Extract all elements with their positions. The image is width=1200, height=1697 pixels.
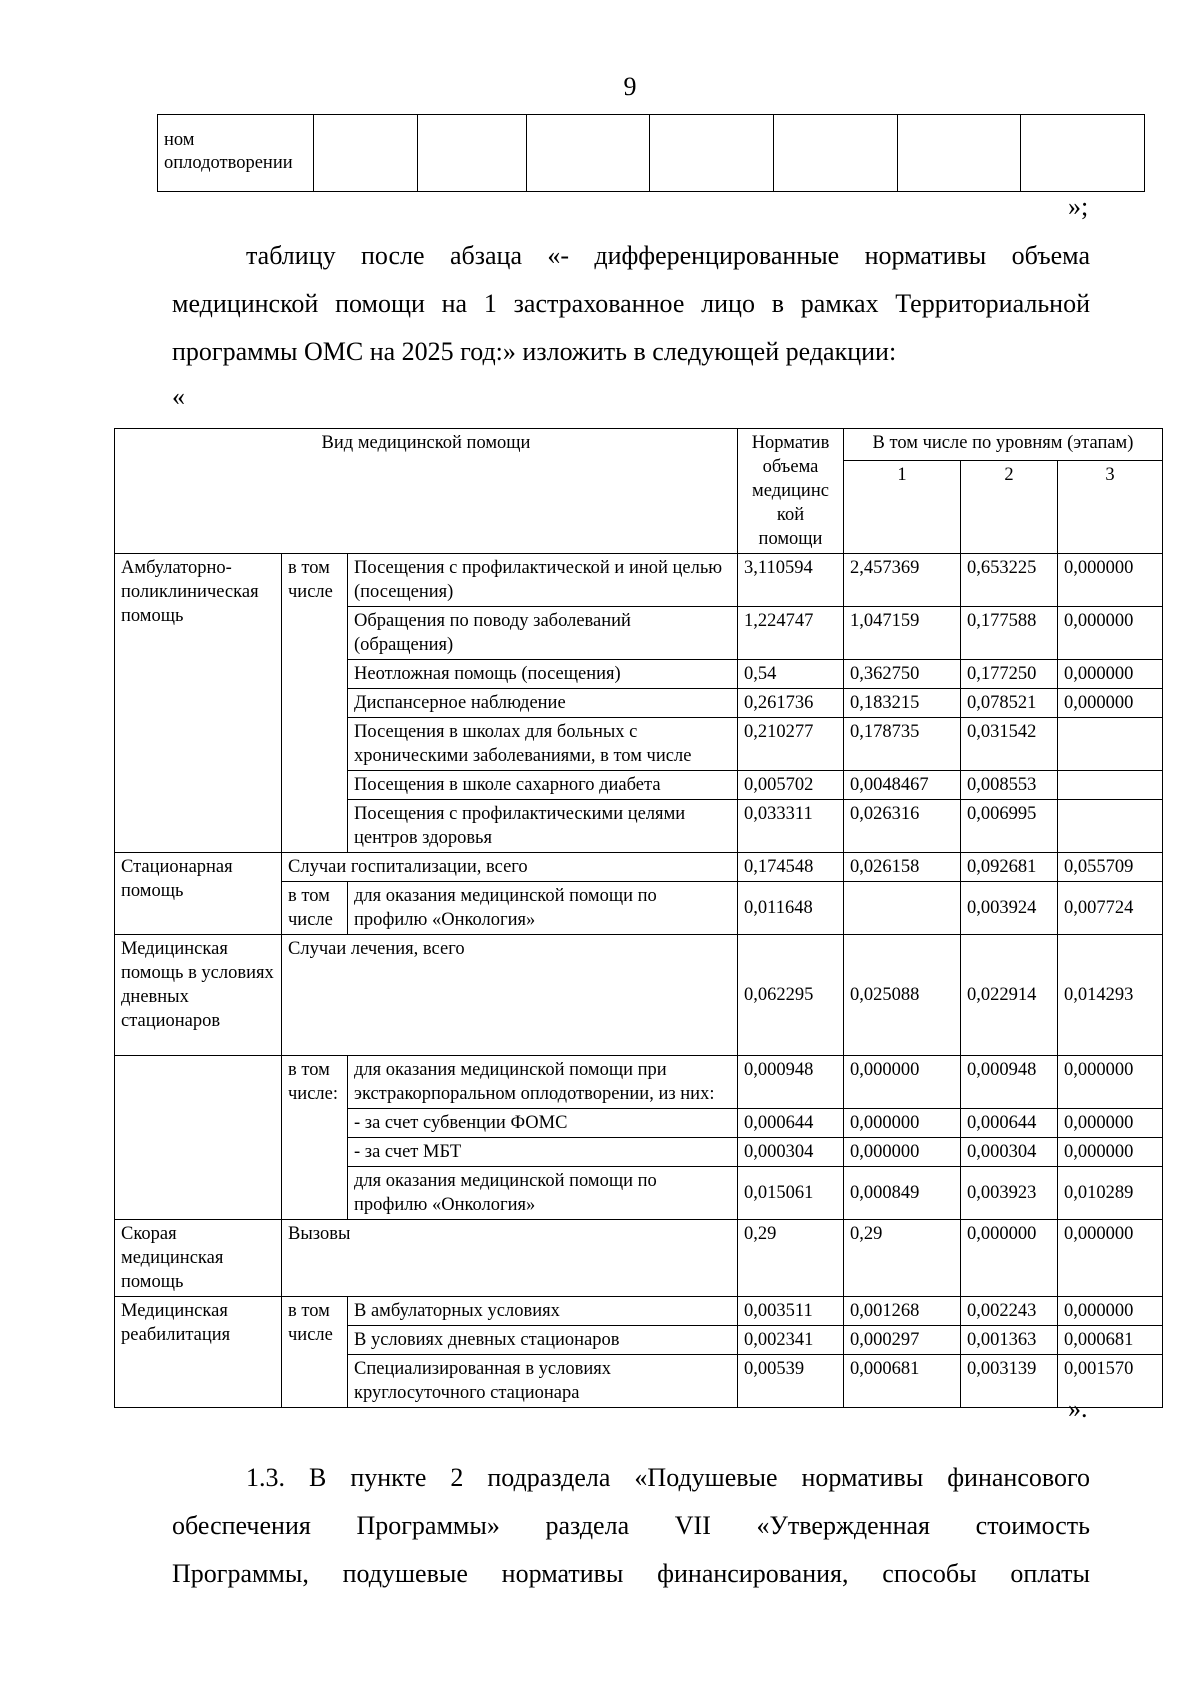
row-norm: 0,002341	[738, 1326, 844, 1355]
row-norm: 0,003511	[738, 1297, 844, 1326]
section-label: Медицинская помощь в условиях дневных стационаров	[115, 935, 282, 1056]
row-name: Случаи лечения, всего	[282, 935, 738, 1056]
row-level-3	[1058, 718, 1163, 771]
row-name: В условиях дневных стационаров	[348, 1326, 738, 1355]
row-name: Посещения с профилактической и иной целью (посещения)	[348, 554, 738, 607]
row-level-2: 0,031542	[961, 718, 1058, 771]
table-cell-empty	[314, 115, 417, 192]
row-level-2: 0,078521	[961, 689, 1058, 718]
table-row	[115, 853, 1163, 882]
row-level-1: 0,000849	[844, 1167, 961, 1220]
header-levels: В том числе по уровням (этапам)	[844, 429, 1163, 461]
row-norm: 0,210277	[738, 718, 844, 771]
row-name: Диспансерное наблюдение	[348, 689, 738, 718]
row-level-1: 1,047159	[844, 607, 961, 660]
row-norm: 0,174548	[738, 853, 844, 882]
row-name: для оказания медицинской помощи по профилю «Онкология»	[348, 882, 738, 935]
row-name: Обращения по поводу заболеваний (обращения)	[348, 607, 738, 660]
row-level-2: 0,008553	[961, 771, 1058, 800]
section-label: Амбулаторно-поликлиническая помощь	[115, 554, 282, 853]
row-level-2: 0,653225	[961, 554, 1058, 607]
row-name: Специализированная в условиях круглосуточного стационара	[348, 1355, 738, 1408]
row-level-2: 0,000000	[961, 1220, 1058, 1297]
row-level-2: 0,092681	[961, 853, 1058, 882]
including-label: в том числе:	[282, 1056, 348, 1220]
closing-quote: »;	[1068, 192, 1089, 221]
paragraph-line: медицинской помощи на 1 застрахованное лицо в рамках Территориальной	[172, 289, 1090, 318]
section-label: Стационарная помощь	[115, 853, 282, 935]
opening-quote: «	[172, 382, 185, 411]
paragraph-section-1-3	[172, 1454, 1090, 1598]
row-name: для оказания медицинской помощи при экстракорпоральном оплодотворении, из них:	[348, 1056, 738, 1109]
paragraph-line: 1.3. В пункте 2 подраздела «Подушевые нормативы финансового	[246, 1463, 1090, 1492]
row-level-1: 0,000681	[844, 1355, 961, 1408]
row-level-1	[844, 882, 961, 935]
table-cell-empty	[417, 115, 526, 192]
row-level-1: 0,026158	[844, 853, 961, 882]
row-level-1: 2,457369	[844, 554, 961, 607]
header-level-3: 3	[1058, 461, 1163, 554]
row-level-1: 0,000000	[844, 1056, 961, 1109]
row-level-3: 0,000000	[1058, 1297, 1163, 1326]
table-row	[115, 1056, 1163, 1109]
row-level-1: 0,183215	[844, 689, 961, 718]
table-header-row	[115, 429, 1163, 461]
row-norm: 0,000644	[738, 1109, 844, 1138]
row-level-3: 0,000000	[1058, 1109, 1163, 1138]
table-row	[115, 1297, 1163, 1326]
header-level-2: 2	[961, 461, 1058, 554]
row-name: Посещения в школе сахарного диабета	[348, 771, 738, 800]
row-level-3: 0,000000	[1058, 607, 1163, 660]
row-name: - за счет субвенции ФОМС	[348, 1109, 738, 1138]
row-level-2: 0,022914	[961, 935, 1058, 1056]
header-type: Вид медицинской помощи	[115, 429, 738, 554]
row-name: Посещения в школах для больных с хроническими заболеваниями, в том числе	[348, 718, 738, 771]
row-level-3	[1058, 771, 1163, 800]
paragraph-line: обеспечения Программы» раздела VII «Утвержденная стоимость	[172, 1511, 1090, 1540]
row-level-3: 0,055709	[1058, 853, 1163, 882]
row-level-1: 0,178735	[844, 718, 961, 771]
table-cell-empty	[897, 115, 1021, 192]
row-level-2: 0,003924	[961, 882, 1058, 935]
row-level-3: 0,001570	[1058, 1355, 1163, 1408]
section-label-empty	[115, 1056, 282, 1220]
table-cell-empty	[526, 115, 650, 192]
row-norm: 0,000948	[738, 1056, 844, 1109]
row-level-2: 0,177250	[961, 660, 1058, 689]
row-level-2: 0,003923	[961, 1167, 1058, 1220]
row-name: Случаи госпитализации, всего	[282, 853, 738, 882]
row-norm: 0,033311	[738, 800, 844, 853]
row-level-1: 0,29	[844, 1220, 961, 1297]
row-name: - за счет МБТ	[348, 1138, 738, 1167]
table-row	[158, 115, 1145, 192]
row-level-1: 0,001268	[844, 1297, 961, 1326]
row-level-3: 0,000000	[1058, 554, 1163, 607]
table-row	[115, 935, 1163, 1056]
row-norm: 0,29	[738, 1220, 844, 1297]
row-level-2: 0,000948	[961, 1056, 1058, 1109]
section-label: Медицинская реабилитация	[115, 1297, 282, 1408]
paragraph-line: программы ОМС на 2025 год:» изложить в следующей редакции:	[172, 337, 897, 366]
row-level-1: 0,362750	[844, 660, 961, 689]
row-level-3	[1058, 800, 1163, 853]
volume-norms-table	[114, 428, 1163, 1408]
row-level-3: 0,000681	[1058, 1326, 1163, 1355]
header-level-1: 1	[844, 461, 961, 554]
row-norm: 0,261736	[738, 689, 844, 718]
row-level-3: 0,000000	[1058, 1220, 1163, 1297]
row-norm: 0,005702	[738, 771, 844, 800]
row-norm: 0,54	[738, 660, 844, 689]
row-level-2: 0,002243	[961, 1297, 1058, 1326]
row-level-1: 0,000000	[844, 1109, 961, 1138]
row-level-2: 0,001363	[961, 1326, 1058, 1355]
row-level-2: 0,006995	[961, 800, 1058, 853]
row-name: Вызовы	[282, 1220, 738, 1297]
row-level-2: 0,000304	[961, 1138, 1058, 1167]
row-norm: 3,110594	[738, 554, 844, 607]
including-label: в том числе	[282, 554, 348, 853]
row-level-1: 0,000297	[844, 1326, 961, 1355]
section-label: Скорая медицинская помощь	[115, 1220, 282, 1297]
row-name: Неотложная помощь (посещения)	[348, 660, 738, 689]
table-row	[115, 1220, 1163, 1297]
row-norm: 0,062295	[738, 935, 844, 1056]
row-level-3: 0,010289	[1058, 1167, 1163, 1220]
table-row	[115, 554, 1163, 607]
row-level-3: 0,007724	[1058, 882, 1163, 935]
row-name: Посещения с профилактическими целями центров здоровья	[348, 800, 738, 853]
row-level-3: 0,000000	[1058, 1138, 1163, 1167]
row-norm: 0,000304	[738, 1138, 844, 1167]
paragraph-line: таблицу после абзаца «- дифференцированные нормативы объема	[246, 241, 1090, 270]
row-level-3: 0,014293	[1058, 935, 1163, 1056]
paragraph-table-amendment	[172, 232, 1090, 376]
row-norm: 1,224747	[738, 607, 844, 660]
row-name: В амбулаторных условиях	[348, 1297, 738, 1326]
table-cell-empty	[650, 115, 774, 192]
row-level-3: 0,000000	[1058, 689, 1163, 718]
row-norm: 0,011648	[738, 882, 844, 935]
closing-quote: ».	[1068, 1394, 1088, 1423]
row-norm: 0,00539	[738, 1355, 844, 1408]
row-level-2: 0,177588	[961, 607, 1058, 660]
table-cell: ном оплодотворении	[158, 115, 314, 192]
row-level-3: 0,000000	[1058, 660, 1163, 689]
including-label: в том числе	[282, 1297, 348, 1408]
row-level-1: 0,0048467	[844, 771, 961, 800]
including-label: в том числе	[282, 882, 348, 935]
paragraph-line: Программы, подушевые нормативы финансирования, способы оплаты	[172, 1559, 1090, 1588]
top-table-fragment	[157, 114, 1145, 192]
table-cell-empty	[774, 115, 898, 192]
row-level-2: 0,003139	[961, 1355, 1058, 1408]
row-level-2: 0,000644	[961, 1109, 1058, 1138]
row-level-1: 0,026316	[844, 800, 961, 853]
page-number: 9	[623, 72, 637, 101]
row-name: для оказания медицинской помощи по профилю «Онкология»	[348, 1167, 738, 1220]
table-cell-empty	[1021, 115, 1145, 192]
header-norm: Норматив объема медицинс кой помощи	[738, 429, 844, 554]
row-level-1: 0,000000	[844, 1138, 961, 1167]
row-norm: 0,015061	[738, 1167, 844, 1220]
row-level-1: 0,025088	[844, 935, 961, 1056]
row-level-3: 0,000000	[1058, 1056, 1163, 1109]
